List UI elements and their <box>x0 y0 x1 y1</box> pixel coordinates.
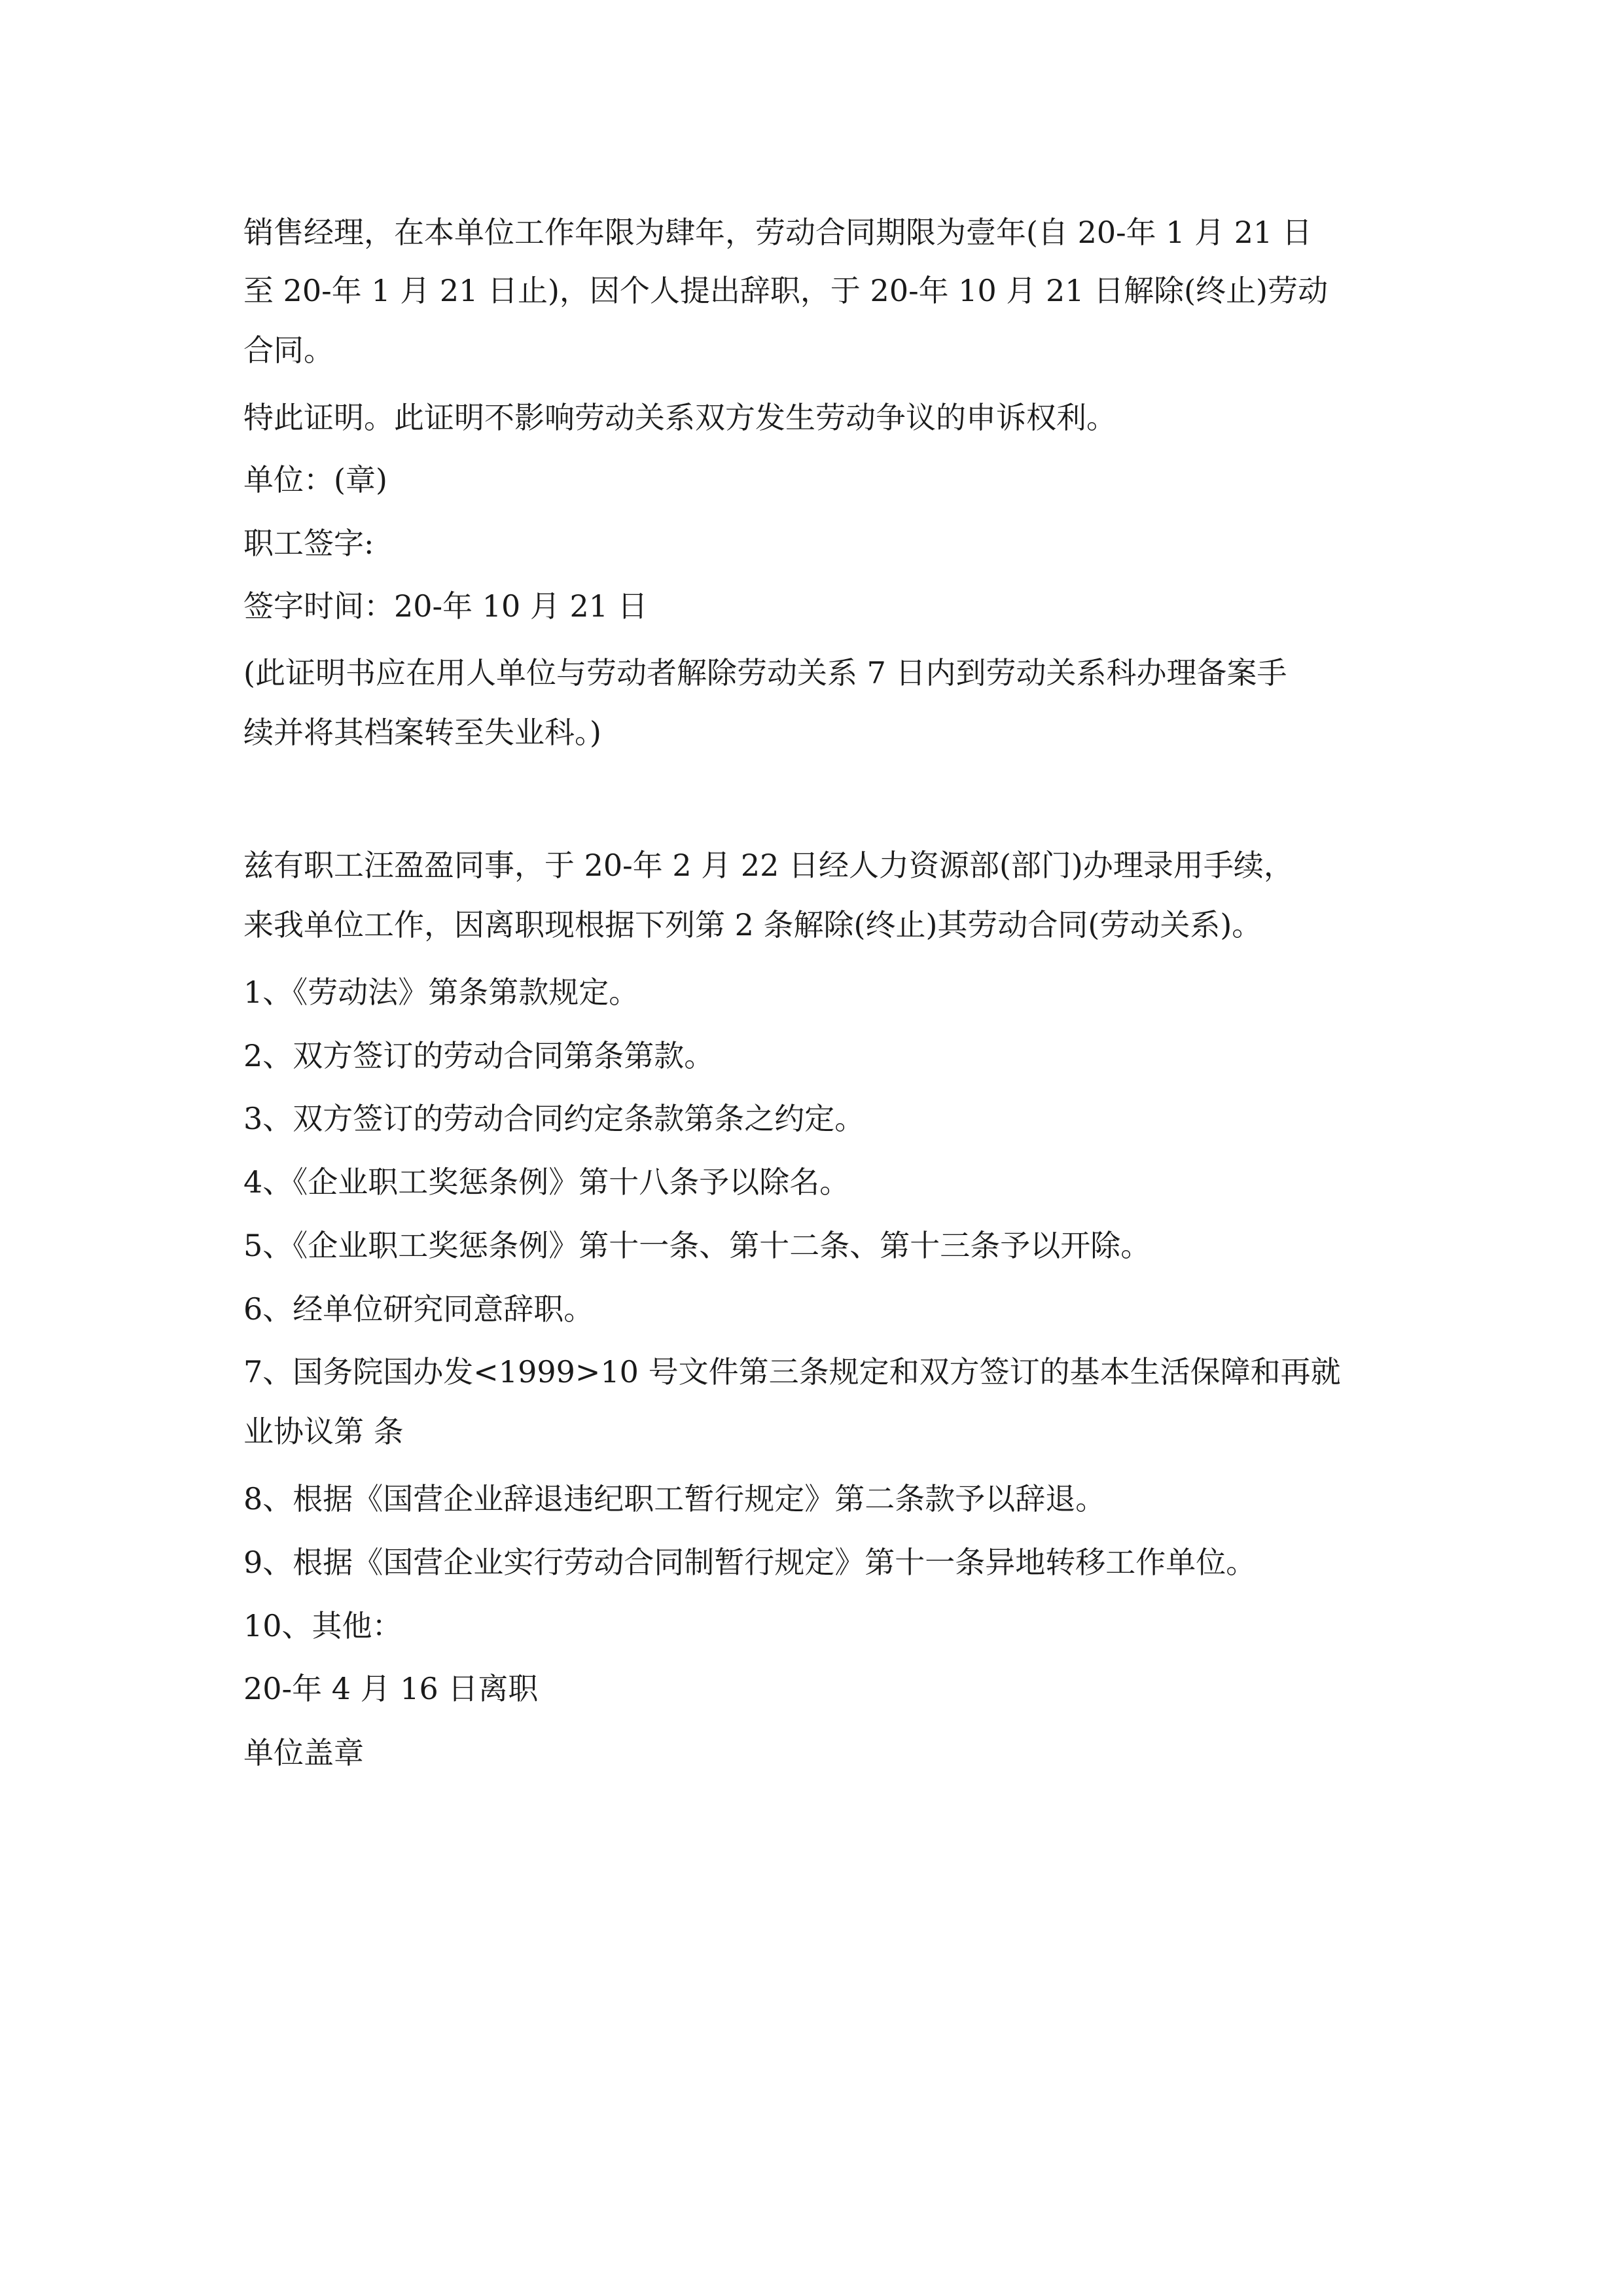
notice-item-6: 6、经单位研究同意辞职。 <box>243 1291 594 1327</box>
notice-item-7-continued: 业协议第 条 <box>243 1414 404 1449</box>
notice-item-2: 2、双方签订的劳动合同第条第款。 <box>243 1038 715 1073</box>
unit-seal-label: 单位：(章) <box>243 462 387 497</box>
certificate-statement: 特此证明。此证明不影响劳动关系双方发生劳动争议的申诉权利。 <box>243 400 1116 435</box>
seal-label: 单位盖章 <box>243 1735 364 1770</box>
departure-date: 20-年 4 月 16 日离职 <box>243 1671 539 1706</box>
filing-note-line-2: 续并将其档案转至失业科。) <box>243 715 601 750</box>
notice-intro-line-1: 兹有职工汪盈盈同事，于 20-年 2 月 22 日经人力资源部(部门)办理录用手续， <box>243 848 1294 883</box>
certificate-line-3: 合同。 <box>243 332 334 368</box>
notice-item-5: 5、《企业职工奖惩条例》第十一条、第十二条、第十三条予以开除。 <box>243 1228 1151 1263</box>
notice-intro-line-2: 来我单位工作，因离职现根据下列第 2 条解除(终止)其劳动合同(劳动关系)。 <box>243 907 1262 942</box>
notice-item-9: 9、根据《国营企业实行劳动合同制暂行规定》第十一条异地转移工作单位。 <box>243 1545 1257 1580</box>
notice-item-10: 10、其他： <box>243 1608 402 1643</box>
notice-item-7: 7、国务院国办发<1999>10 号文件第三条规定和双方签订的基本生活保障和再就 <box>243 1354 1341 1390</box>
notice-item-1: 1、《劳动法》第条第款规定。 <box>243 975 639 1010</box>
notice-item-4: 4、《企业职工奖惩条例》第十八条予以除名。 <box>243 1164 850 1200</box>
employee-signature-label: 职工签字: <box>243 526 374 561</box>
filing-note-line-1: (此证明书应在用人单位与劳动者解除劳动关系 7 日内到劳动关系科办理备案手 <box>243 655 1287 691</box>
notice-item-8: 8、根据《国营企业辞退违纪职工暂行规定》第二条款予以辞退。 <box>243 1481 1106 1516</box>
certificate-line-2: 至 20-年 1 月 21 日止)，因个人提出辞职，于 20-年 10 月 21 日解除(终止)劳动 <box>243 273 1329 308</box>
notice-item-3: 3、双方签订的劳动合同约定条款第条之约定。 <box>243 1101 865 1136</box>
signature-time: 签字时间：20-年 10 月 21 日 <box>243 588 648 624</box>
certificate-line-1: 销售经理，在本单位工作年限为肆年，劳动合同期限为壹年(自 20-年 1 月 21 日 <box>243 215 1312 250</box>
